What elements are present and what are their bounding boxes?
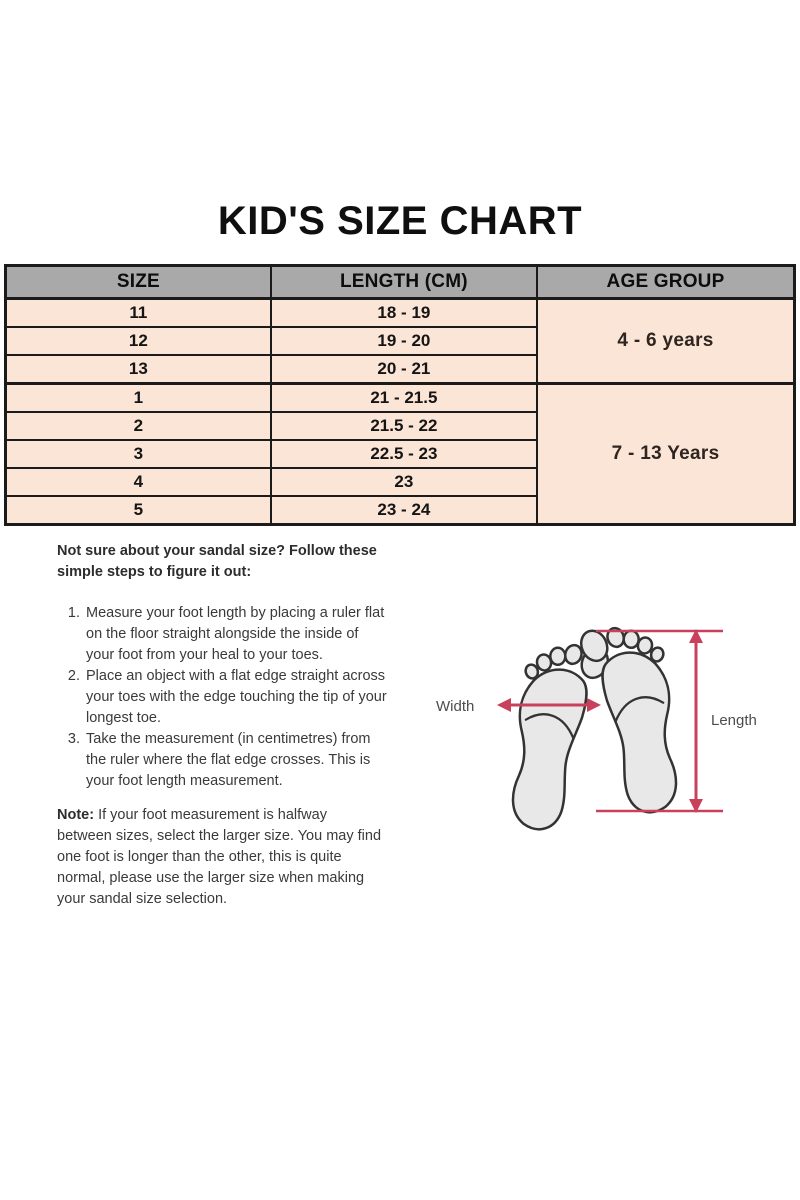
table-header-row xyxy=(6,266,795,299)
feet-illustration xyxy=(428,603,778,843)
guide-step-3: 3. Take the measurement (in centimetres) from the ruler where the flat edge crosses. This is your foot length measurement. xyxy=(84,729,437,792)
size-cell: 11 xyxy=(6,299,271,328)
length-cell: 20 - 21 xyxy=(271,355,537,384)
size-cell: 13 xyxy=(6,355,271,384)
note-label: Note: xyxy=(57,807,95,823)
length-cell: 22.5 - 23 xyxy=(271,440,537,468)
length-cell: 21 - 21.5 xyxy=(271,384,537,413)
guide-step-2: 2. Place an object with a flat edge straight across your toes with the edge touching the tip of your longest toe. xyxy=(84,666,437,729)
left-footprint xyxy=(496,633,613,837)
age-group-cell: 4 - 6 years xyxy=(537,299,794,384)
size-table xyxy=(4,264,796,526)
guide-step-1: 1. Measure your foot length by placing a ruler flat on the floor straight alongside the inside of your foot from your heal to your toes. xyxy=(84,603,437,666)
size-cell: 5 xyxy=(6,496,271,525)
size-cell: 1 xyxy=(6,384,271,413)
width-label: Width xyxy=(436,698,475,715)
right-footprint xyxy=(575,616,692,820)
length-label: Length xyxy=(711,712,757,729)
length-cell: 19 - 20 xyxy=(271,327,537,355)
header-length: LENGTH (CM) xyxy=(271,266,537,299)
length-cell: 18 - 19 xyxy=(271,299,537,328)
table-row xyxy=(6,299,795,328)
guide-steps xyxy=(57,603,437,792)
length-cell: 23 xyxy=(271,468,537,496)
header-size: SIZE xyxy=(6,266,271,299)
size-cell: 12 xyxy=(6,327,271,355)
length-cell: 23 - 24 xyxy=(271,496,537,525)
page-title: KID'S SIZE CHART xyxy=(217,199,583,243)
size-cell: 2 xyxy=(6,412,271,440)
measuring-guide xyxy=(57,541,437,910)
table-row xyxy=(6,384,795,413)
size-cell: 4 xyxy=(6,468,271,496)
guide-intro: Not sure about your sandal size? Follow these simple steps to figure it out: xyxy=(57,543,377,580)
header-age-group: AGE GROUP xyxy=(537,266,794,299)
foot-measurement-diagram xyxy=(428,603,778,843)
size-cell: 3 xyxy=(6,440,271,468)
length-cell: 21.5 - 22 xyxy=(271,412,537,440)
guide-note: Note: If your foot measurement is halfway between sizes, select the larger size. You may find one foot is longer than the other, this is quite normal, please use the larger size when making your sandal size selection. xyxy=(57,807,382,907)
age-group-cell: 7 - 13 Years xyxy=(537,384,794,525)
size-table-container xyxy=(4,264,796,526)
